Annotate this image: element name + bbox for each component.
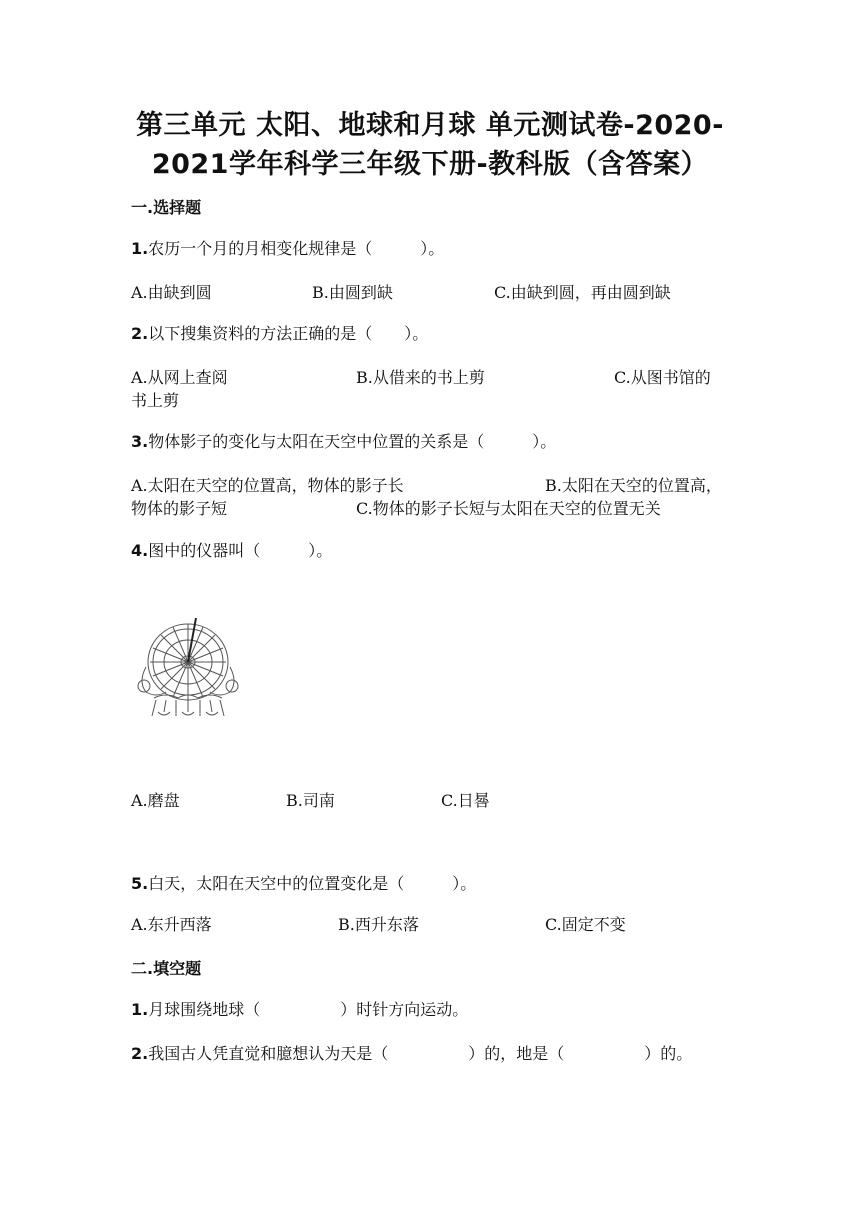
option-c: C.由缺到圆，再由圆到缺 <box>494 283 671 302</box>
question-text: 以下搜集资料的方法正确的是（ ）。 <box>148 324 429 343</box>
question-text: 月球围绕地球（ ）时针方向运动。 <box>148 1000 469 1019</box>
page-title-line-2: 2021学年科学三年级下册-教科版（含答案） <box>151 149 709 180</box>
question-number: 2. <box>131 324 149 343</box>
question-number: 5. <box>131 874 149 893</box>
option-b: B.从借来的书上剪 <box>356 368 485 387</box>
option-b: B.太阳在天空的位置高， <box>545 476 722 495</box>
question-2 <box>131 321 428 344</box>
option-b: B.由圆到缺 <box>312 283 393 302</box>
question-number: 4. <box>131 541 149 560</box>
question-number: 1. <box>131 239 149 258</box>
option-c: C.固定不变 <box>545 915 626 934</box>
question-text: 物体影子的变化与太阳在天空中位置的关系是（ ）。 <box>148 432 557 451</box>
option-b-continued: 物体的影子短 <box>131 499 228 518</box>
option-a: A.由缺到圆 <box>131 283 212 302</box>
fill-question-2 <box>131 1041 692 1064</box>
question-4 <box>131 538 332 561</box>
option-c: C.物体的影子长短与太阳在天空的位置无关 <box>356 499 661 518</box>
section-heading-fill-in: 二.填空题 <box>131 959 202 978</box>
option-c: C.日晷 <box>441 791 490 810</box>
section-heading-choice: 一.选择题 <box>131 198 202 217</box>
question-number: 2. <box>131 1044 149 1063</box>
question-number: 1. <box>131 1000 149 1019</box>
question-1 <box>131 236 444 259</box>
sundial-image <box>136 612 242 724</box>
question-number: 3. <box>131 432 149 451</box>
option-b: B.司南 <box>286 791 335 810</box>
question-text: 白天，太阳在天空中的位置变化是（ ）。 <box>148 874 477 893</box>
question-5 <box>131 871 476 894</box>
option-a: A.从网上查阅 <box>131 368 228 387</box>
option-c: C.从图书馆的 <box>614 368 711 387</box>
question-text: 图中的仪器叫（ ）。 <box>148 541 333 560</box>
option-a: A.磨盘 <box>131 791 180 810</box>
option-a: A.东升西落 <box>131 915 212 934</box>
question-text: 农历一个月的月相变化规律是（ ）。 <box>148 239 445 258</box>
question-3 <box>131 429 556 452</box>
option-c-continued: 书上剪 <box>131 391 180 410</box>
question-text: 我国古人凭直觉和臆想认为天是（ ）的，地是（ ）的。 <box>148 1044 693 1063</box>
option-a: A.太阳在天空的位置高，物体的影子长 <box>131 476 404 495</box>
fill-question-1 <box>131 997 468 1020</box>
page-title-line-1: 第三单元 太阳、地球和月球 单元测试卷-2020- <box>136 110 724 141</box>
option-b: B.西升东落 <box>338 915 419 934</box>
